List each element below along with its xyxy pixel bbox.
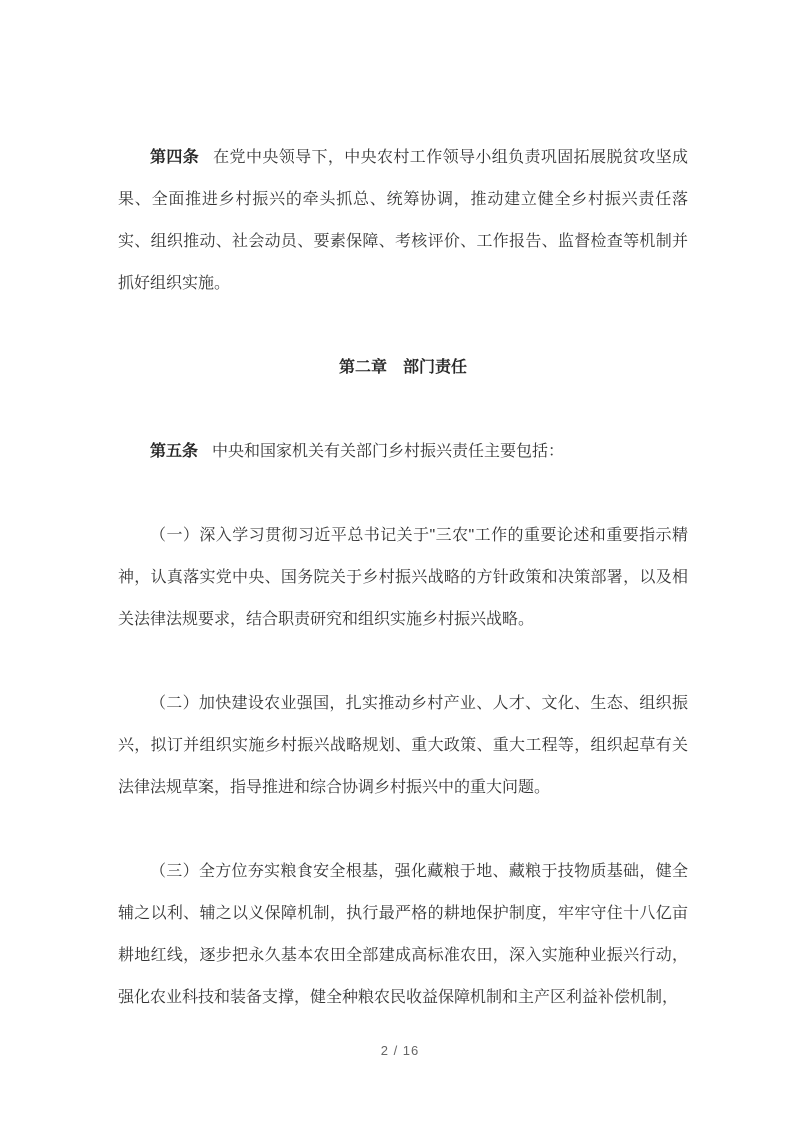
article-5-number: 第五条	[150, 443, 199, 460]
document-body	[118, 0, 688, 1019]
article-4-text: 在党中央领导下，中央农村工作领导小组负责巩固拓展脱贫攻坚成果、全面推进乡村振兴的牵头抓总、统筹协调，推动建立健全乡村振兴责任落实、组织推动、社会动员、要素保障、考核评价、工作报告、监督检查等机制并抓好组织实施。	[118, 149, 688, 292]
page-number: 2 / 16	[380, 1043, 420, 1058]
paragraph-article-4	[118, 137, 688, 305]
paragraph-item-1: （一）深入学习贯彻习近平总书记关于"三农"工作的重要论述和重要指示精神，认真落实党中央、国务院关于乡村振兴战略的方针政策和决策部署，以及相关法律法规要求，结合职责研究和组织实施乡村振兴战略。	[118, 527, 688, 628]
paragraph-item-3: （三）全方位夯实粮食安全根基，强化藏粮于地、藏粮于技物质基础，健全辅之以利、辅之以义保障机制，执行最严格的耕地保护制度，牢牢守住十八亿亩耕地红线，逐步把永久基本农田全部建成高标准农田，深入实施种业振兴行动，强化农业科技和装备支撑，健全种粮农民收益保障机制和主产区利益补偿机制，	[118, 863, 688, 1006]
article-5-text: 中央和国家机关有关部门乡村振兴责任主要包括：	[212, 443, 565, 460]
paragraph-article-5	[118, 431, 688, 473]
article-4-number: 第四条	[150, 149, 200, 166]
paragraph-item-2: （二）加快建设农业强国，扎实推动乡村产业、人才、文化、生态、组织振兴，拟订并组织实施乡村振兴战略规划、重大政策、重大工程等，组织起草有关法律法规草案，指导推进和综合协调乡村振兴中的重大问题。	[118, 695, 688, 796]
chapter-2-heading: 第二章 部门责任	[338, 359, 467, 376]
page-footer	[0, 1042, 800, 1060]
